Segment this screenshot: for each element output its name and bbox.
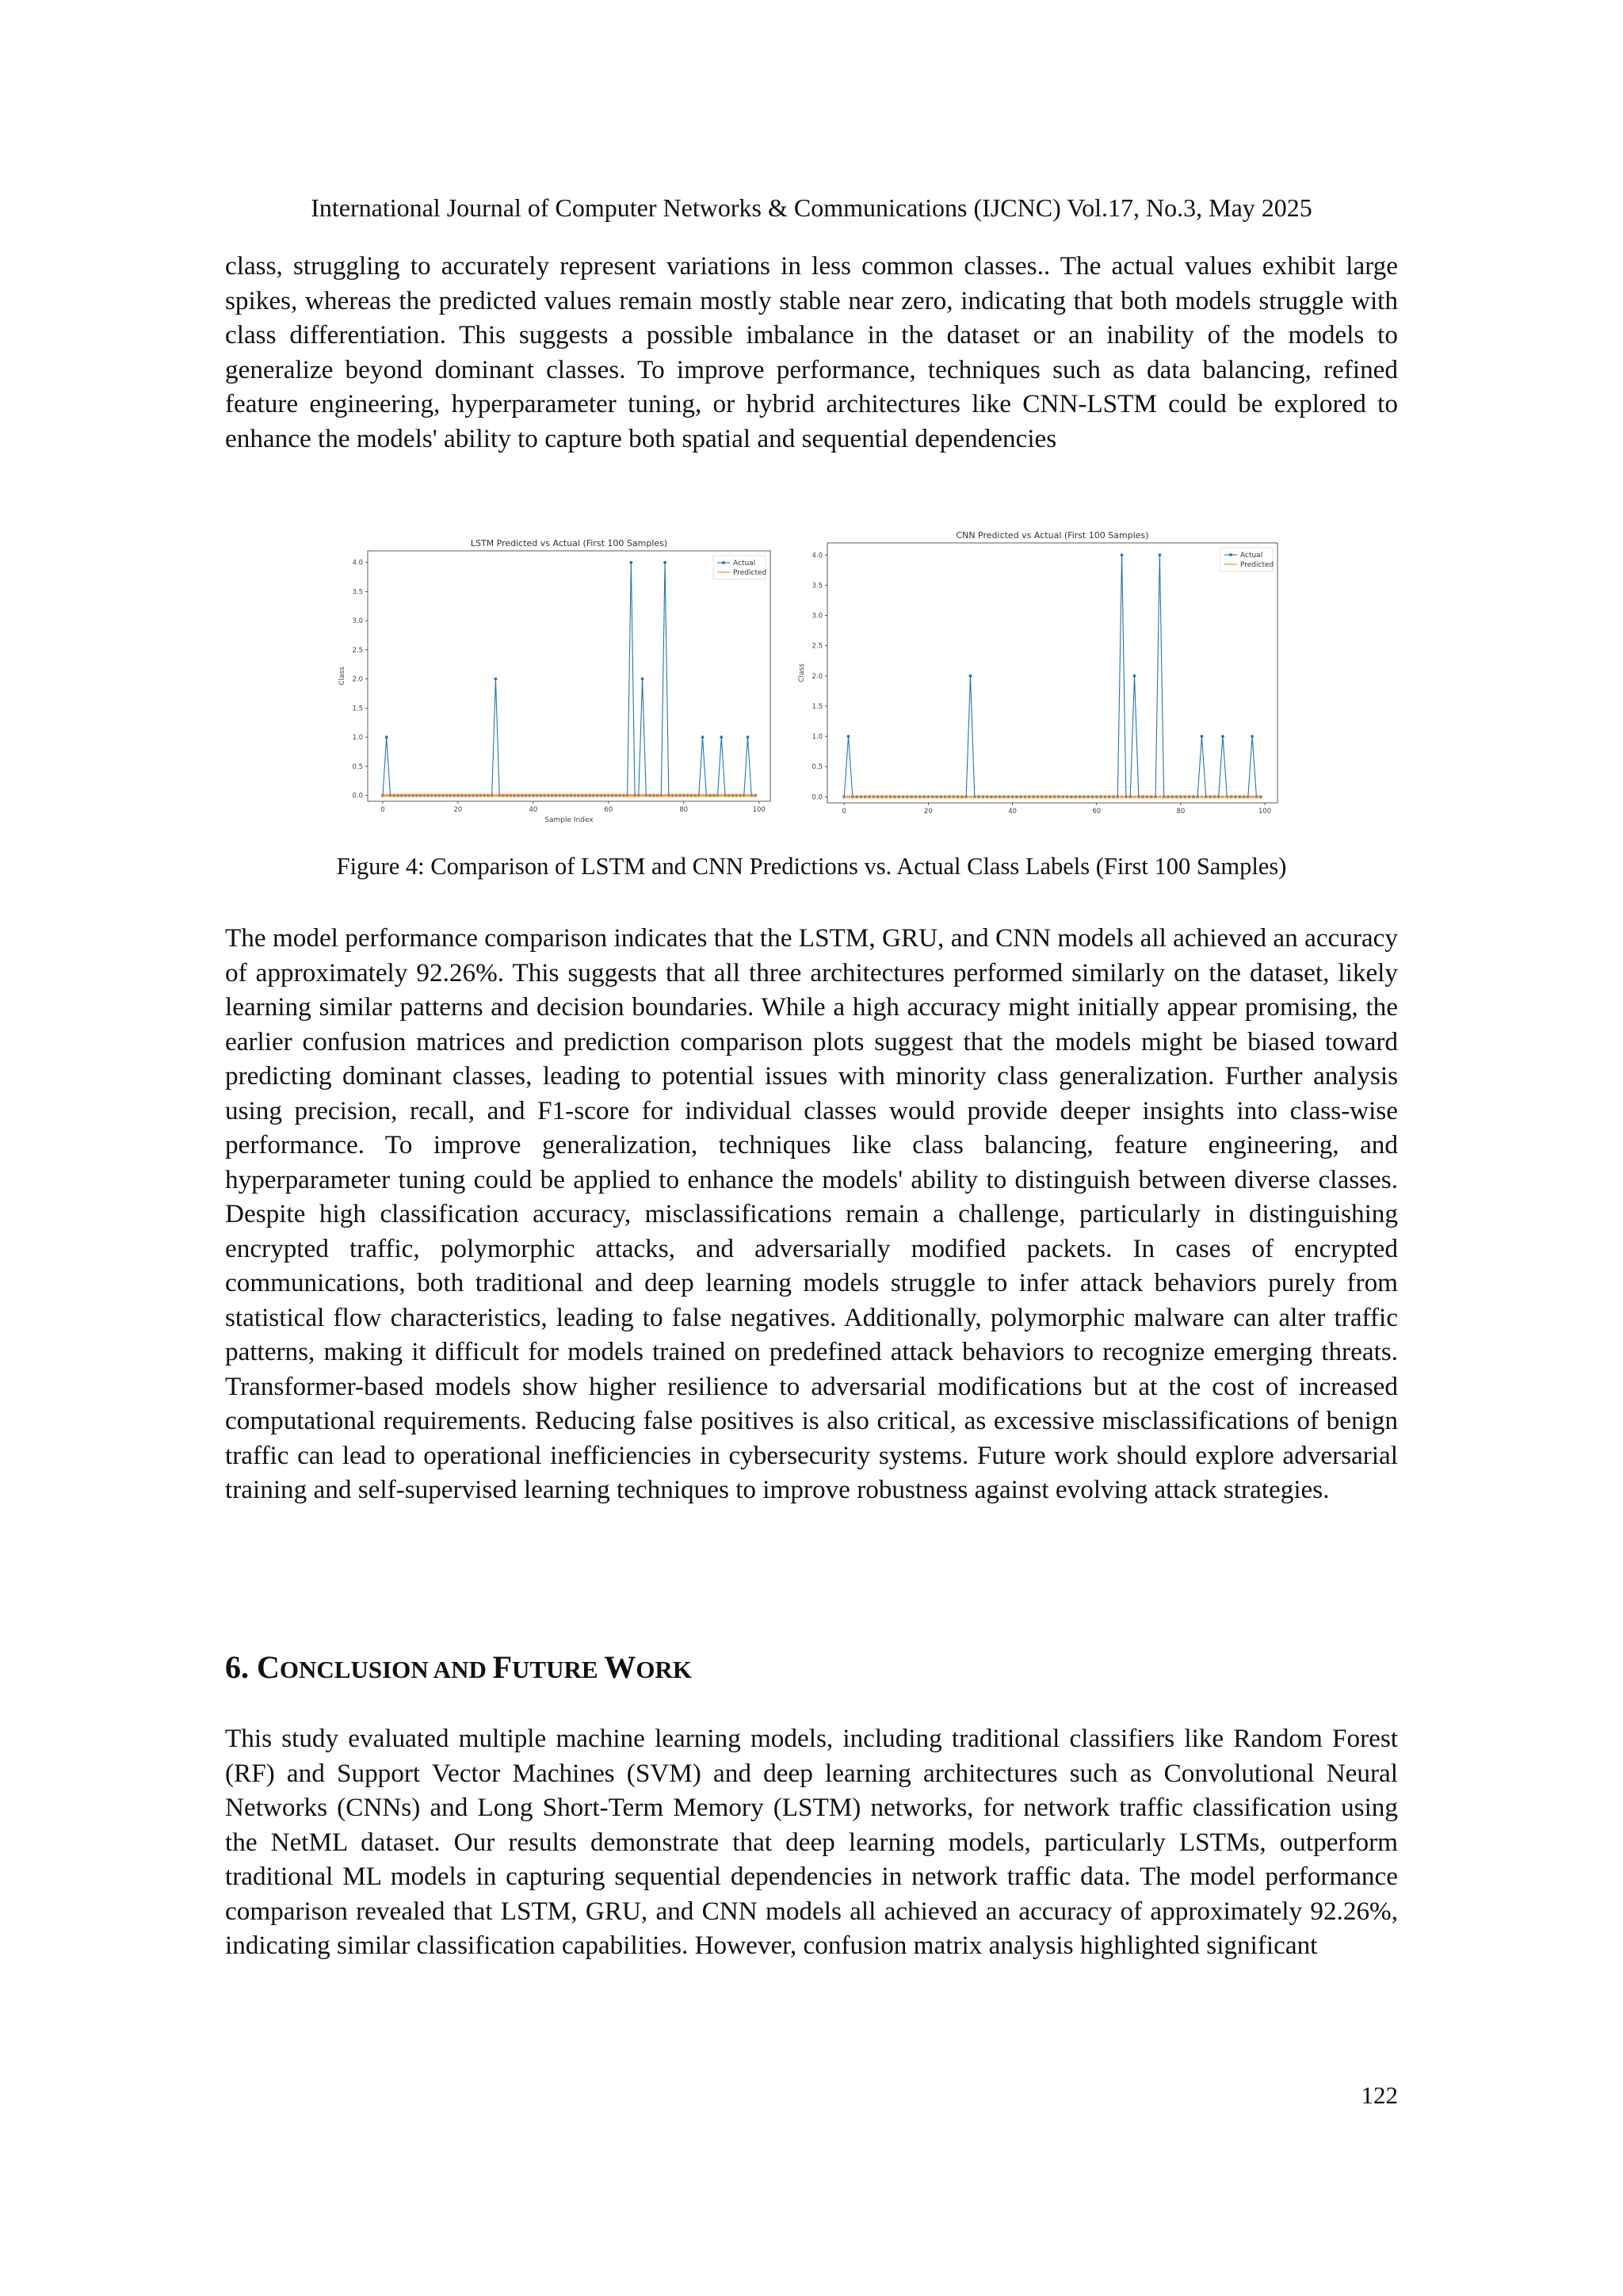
cnn-y-tick-label: 3.5 [812,582,823,590]
lstm-x-axis-label: Sample Index [544,816,594,824]
lstm-y-axis-label: Class [338,667,346,686]
cnn-x-tick-label: 0 [842,808,846,816]
cnn-actual-point [1133,674,1136,678]
body-paragraph: This study evaluated multiple machine learning models, including traditional classifiers like Random Forest (RF) and Support Vector Machines (SVM) and deep learning architectures such as Convolutional Neural Networks (CNNs) and Long Short-Term Memory (LSTM) networks, for network traffic classification using the NetML dataset. Our results demonstrate that deep learning models, particularly LSTMs, outperform traditional ML models in capturing sequential dependencies in network traffic data. The model performance comparison revealed that LSTM, GRU, and CNN models all achieved an accuracy of approximately 92.26%, indicating similar classification capabilities. However, confusion matrix analysis highlighted significant [225,1724,1398,1960]
lstm-y-tick-label: 1.0 [352,734,363,743]
cnn-y-tick-label: 4.0 [812,552,823,560]
lstm-x-tick-label: 100 [752,806,766,814]
lstm-actual-line [383,563,755,796]
cnn-y-tick-label: 0.5 [812,763,823,772]
figure-caption: Figure 4: Comparison of LSTM and CNN Predictions vs. Actual Class Labels (First 100 Samples) [336,853,1287,880]
cnn-y-tick-label: 0.0 [812,793,823,802]
cnn-actual-point [1251,735,1254,738]
cnn-actual-line [844,555,1261,797]
lstm-x-tick-label: 80 [679,806,689,814]
body-paragraph: class, struggling to accurately represent variations in less common classes.. The actual values exhibit large spikes, whereas the predicted values remain mostly stable near zero, indicating that both models struggle with class differentiation. This suggests a possible imbalance in the dataset or an inability of the models to generalize beyond dominant classes. To improve performance, techniques such as data balancing, refined feature engineering, hyperparameter tuning, or hybrid architectures like CNN-LSTM could be explored to enhance the models' ability to capture both spatial and sequential dependencies [225,251,1398,453]
lstm-legend-actual-marker [722,561,725,564]
heading-smallcaps: ONCLUSION AND [279,1656,493,1683]
page-number: 122 [1361,2081,1398,2109]
cnn-y-tick-label: 1.5 [812,702,823,711]
lstm-chart-title: LSTM Predicted vs Actual (First 100 Samples) [470,538,668,548]
lstm-x-tick-label: 0 [380,806,385,814]
lstm-y-tick-label: 2.0 [352,675,363,684]
lstm-actual-point [385,735,388,739]
cnn-x-tick-label: 20 [923,808,933,816]
lstm-y-tick-label: 0.0 [352,792,363,800]
cnn-actual-point [1201,735,1204,738]
body-paragraph: The model performance comparison indicates that the LSTM, GRU, and CNN models all achieved an accuracy of approximately 92.26%. This suggests that all three architectures performed similarly on the dataset, likely learning similar patterns and decision boundaries. While a high accuracy might initially appear promising, the earlier confusion matrices and prediction comparison plots suggest that the models might be biased toward predicting dominant classes, leading to potential issues with minority class generalization. Further analysis using precision, recall, and F1-score for individual classes would provide deeper insights into class-wise performance. To improve generalization, techniques like class balancing, feature engineering, and hyperparameter tuning could be applied to enhance the models' ability to distinguish between diverse classes. Despite high classification accuracy, misclassifications remain a challenge, particularly in distinguishing encrypted traffic, polymorphic attacks, and adversarially modified packets. In cases of encrypted communications, both traditional and deep learning models struggle to infer attack behaviors purely from statistical flow characteristics, leading to false negatives. Additionally, polymorphic malware can alter traffic patterns, making it difficult for models trained on predefined attack behaviors to recognize emerging threats. Transformer-based models show higher resilience to adversarial modifications but at the cost of increased computational requirements. Reducing false positives is also critical, as excessive misclassifications of benign traffic can lead to operational inefficiencies in cybersecurity systems. Future work should explore adversarial training and self-supervised learning techniques to improve robustness against evolving attack strategies. [225,923,1398,1504]
cnn-x-tick-label: 100 [1258,808,1272,816]
cnn-actual-point [969,674,972,678]
lstm-actual-point [663,561,666,564]
heading-initial: W [604,1649,636,1685]
cnn-plot-frame [827,543,1277,803]
lstm-actual-point [629,561,632,564]
heading-initial: C [257,1649,280,1685]
cnn-chart-svg [792,519,1284,822]
lstm-y-tick-label: 0.5 [352,762,363,771]
lstm-y-tick-label: 2.5 [352,646,363,655]
cnn-x-tick-label: 40 [1008,808,1017,816]
lstm-y-tick-label: 3.5 [352,588,363,597]
cnn-y-tick-label: 2.0 [812,672,823,681]
lstm-legend-actual-label: Actual [733,560,756,567]
lstm-prediction-chart [333,527,777,827]
heading-smallcaps: UTURE [512,1656,605,1683]
lstm-chart-svg [333,527,777,827]
cnn-legend-actual-label: Actual [1240,552,1263,560]
lstm-x-tick-label: 40 [529,806,538,814]
cnn-x-tick-label: 80 [1176,808,1186,816]
cnn-legend-predicted-label: Predicted [1240,561,1274,569]
lstm-y-tick-label: 3.0 [352,617,363,626]
section-number: 6. [225,1649,249,1685]
lstm-actual-point [701,735,705,739]
cnn-y-tick-label: 1.0 [812,733,823,742]
lstm-x-tick-label: 20 [453,806,463,814]
lstm-actual-point [641,678,644,681]
lstm-actual-point [747,735,750,739]
cnn-actual-point [1158,553,1161,556]
lstm-x-tick-label: 60 [604,806,613,814]
lstm-legend-predicted-label: Predicted [733,569,767,577]
lstm-plot-frame [368,551,770,801]
lstm-actual-point [495,678,498,681]
cnn-y-tick-label: 2.5 [812,642,823,651]
lstm-y-tick-label: 1.5 [352,705,363,713]
cnn-y-tick-label: 3.0 [812,612,823,621]
cnn-actual-point [1121,553,1124,556]
cnn-actual-point [1221,735,1224,738]
cnn-chart-title: CNN Predicted vs Actual (First 100 Samples) [956,530,1149,541]
lstm-actual-point [720,735,723,739]
heading-initial: F [492,1649,513,1685]
lstm-y-tick-label: 4.0 [352,559,363,567]
section-heading [225,1648,692,1686]
cnn-y-axis-label: Class [798,663,806,682]
heading-smallcaps: ORK [636,1656,692,1683]
cnn-prediction-chart [792,519,1284,822]
cnn-legend-actual-marker [1229,553,1232,556]
cnn-x-tick-label: 60 [1092,808,1102,816]
cnn-actual-point [847,735,850,738]
running-header: International Journal of Computer Networks & Communications (IJCNC) Vol.17, No.3, May 2025 [311,193,1312,222]
